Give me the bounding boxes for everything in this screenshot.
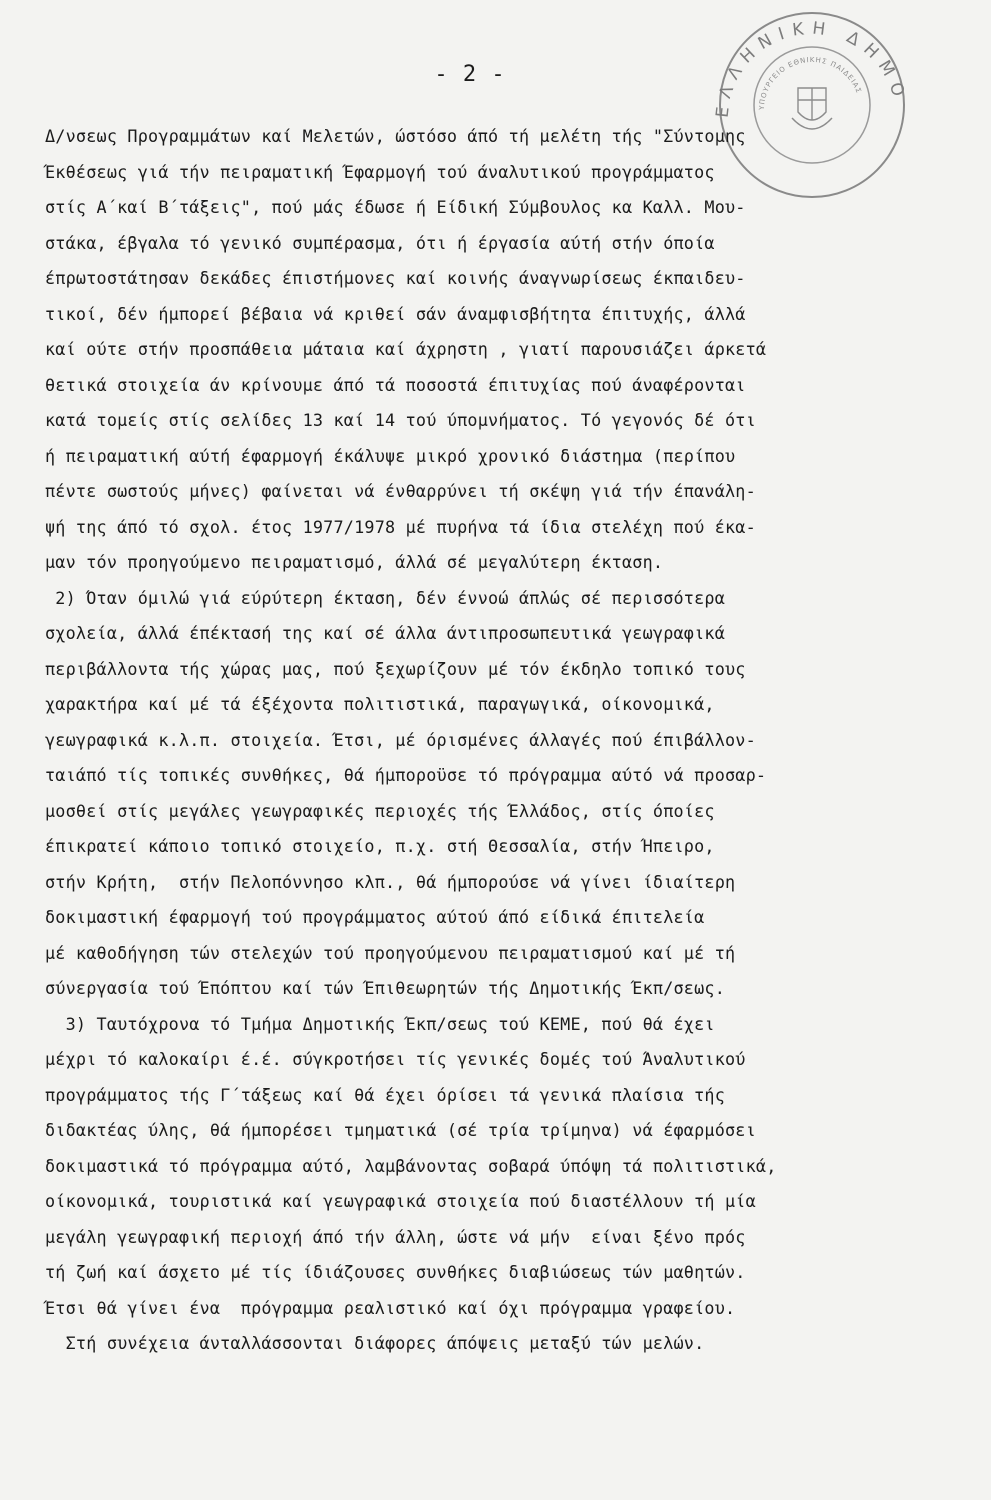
text-line: στήν Κρήτη, στήν Πελοπόννησο κλπ., θά ήμπορούσε νά γίνει ίδιαίτερη [45,871,736,892]
text-line: μαν τόν προηγούμενο πειραματισμό, άλλά σέ μεγαλύτερη έκταση. [45,552,664,572]
text-line: 3) Ταυτόχρονα τό Τμήμα Δημοτικής Έκπ/σεως τού ΚΕΜΕ, πού θά έχει [45,1013,715,1034]
text-line: καί ούτε στήν προσπάθεια μάταια καί άχρηστη , γιατί παρουσιάζει άρκετά [45,339,767,359]
text-line: στάκα, έβγαλα τό γενικό συμπέρασμα, ότι ή έργασία αύτή στήν όποία [45,232,715,253]
text-line: μέ καθοδήγηση τών στελεχών τού προηγούμενου πειραματισμού καί μέ τή [45,942,736,963]
text-line: προγράμματος τής Γ΄τάξεως καί θά έχει όρίσει τά γενικά πλαίσια τής [45,1084,726,1105]
text-line: τικοί, δέν ήμπορεί βέβαια νά κριθεί σάν άναμφισβήτητα έπιτυχής, άλλά [45,303,746,324]
text-line: ταιάπό τίς τοπικές συνθήκες, θά ήμποροϋσε τό πρόγραμμα αύτό νά προσαρ- [45,765,767,785]
text-line: χαρακτήρα καί μέ τά έξέχοντα πολιτιστικά, παραγωγικά, οίκονομικά, [45,694,715,714]
text-line: σχολεία, άλλά έπέκτασή της καί σέ άλλα άντιπροσωπευτικά γεωγραφικά [45,623,726,643]
text-line: Έτσι θά γίνει ένα πρόγραμμα ρεαλιστικό καί όχι πρόγραμμα γραφείου. [45,1297,736,1318]
stamp-outer-text: ΕΛΛΗΝΙΚΗ ΔΗΜΟ [712,18,911,119]
text-line: δοκιμαστικά τό πρόγραμμα αύτό, λαμβάνοντας σοβαρά ύπόψη τά πολιτιστικά, [45,1155,777,1176]
text-line: σύνεργασία τού Έπόπτου καί τών Έπιθεωρητών τής Δημοτικής Έκπ/σεως. [45,978,726,998]
text-line: διδακτέας ύλης, θά ήμπορέσει τμηματικά (σέ τρία τρίμηνα) νά έφαρμόσει [45,1120,756,1140]
text-line: δοκιμαστική έφαρμογή τού προγράμματος αύτού άπό είδικά έπιτελεία [45,907,705,927]
text-line: τή ζωή καί άσχετο μέ τίς ίδιάζουσες συνθήκες διαβιώσεως τών μαθητών. [45,1262,746,1282]
stamp-inner-text: ΥΠΟΥΡΓΕΙΟ ΕΘΝΙΚΗΣ ΠΑΙΔΕΙΑΣ [757,55,863,111]
text-line: ή πειραματική αύτή έφαρμογή έκάλυψε μικρό χρονικό διάστημα (περίπου [45,445,736,466]
text-line: οίκονομικά, τουριστικά καί γεωγραφικά στοιχεία πού διαστέλλουν τή μία [45,1191,756,1211]
text-line: πέντε σωστούς μήνες) φαίνεται νά ένθαρρύνει τή σκέψη γιά τήν έπανάλη- [45,481,756,501]
text-line: 2) Όταν όμιλώ γιά εύρύτερη έκταση, δέν έννοώ άπλώς σέ περισσότερα [45,587,726,608]
text-line: έπικρατεί κάποιο τοπικό στοιχείο, π.χ. στή Θεσσαλία, στήν Ήπειρο, [45,836,715,856]
text-line: έπρωτοστάτησαν δεκάδες έπιστήμονες καί κοινής άναγνωρίσεως έκπαιδευ- [45,268,746,288]
text-line: Έκθέσεως γιά τήν πειραματική Έφαρμογή τού άναλυτικού προγράμματος [45,161,715,182]
text-line: περιβάλλοντα τής χώρας μας, πού ξεχωρίζουν μέ τόν έκδηλο τοπικό τους [45,658,746,679]
text-line: θετικά στοιχεία άν κρίνουμε άπό τά ποσοστά έπιτυχίας πού άναφέρονται [45,374,746,395]
text-line: στίς Α΄καί Β΄τάξεις", πού μάς έδωσε ή Είδική Σύμβουλος κα Καλλ. Μου- [45,197,746,217]
text-line: μεγάλη γεωγραφική περιοχή άπό τήν άλλη, ώστε νά μήν είναι ξένο πρός [45,1226,746,1247]
text-line: Δ/νσεως Προγραμμάτων καί Μελετών, ώστόσο άπό τή μελέτη τής "Σύντομης [45,126,746,146]
page-number: - 2 - [434,62,506,87]
text-line: κατά τομείς στίς σελίδες 13 καί 14 τού ύπομνήματος. Τό γεγονός δέ ότι [45,410,756,430]
text-line: μέχρι τό καλοκαίρι έ.έ. σύγκροτήσει τίς γενικές δομές τού Άναλυτικού [45,1049,746,1069]
text-line: γεωγραφικά κ.λ.π. στοιχεία. Έτσι, μέ όρισμένες άλλαγές πού έπιβάλλον- [45,729,756,750]
text-line: ψή της άπό τό σχολ. έτος 1977/1978 μέ πυρήνα τά ίδια στελέχη πού έκα- [45,516,756,537]
text-line: Στή συνέχεια άνταλλάσσονται διάφορες άπόψεις μεταξύ τών μελών. [45,1333,705,1353]
text-line: μοσθεί στίς μεγάλες γεωγραφικές περιοχές τής Έλλάδος, στίς όποίες [45,800,715,821]
